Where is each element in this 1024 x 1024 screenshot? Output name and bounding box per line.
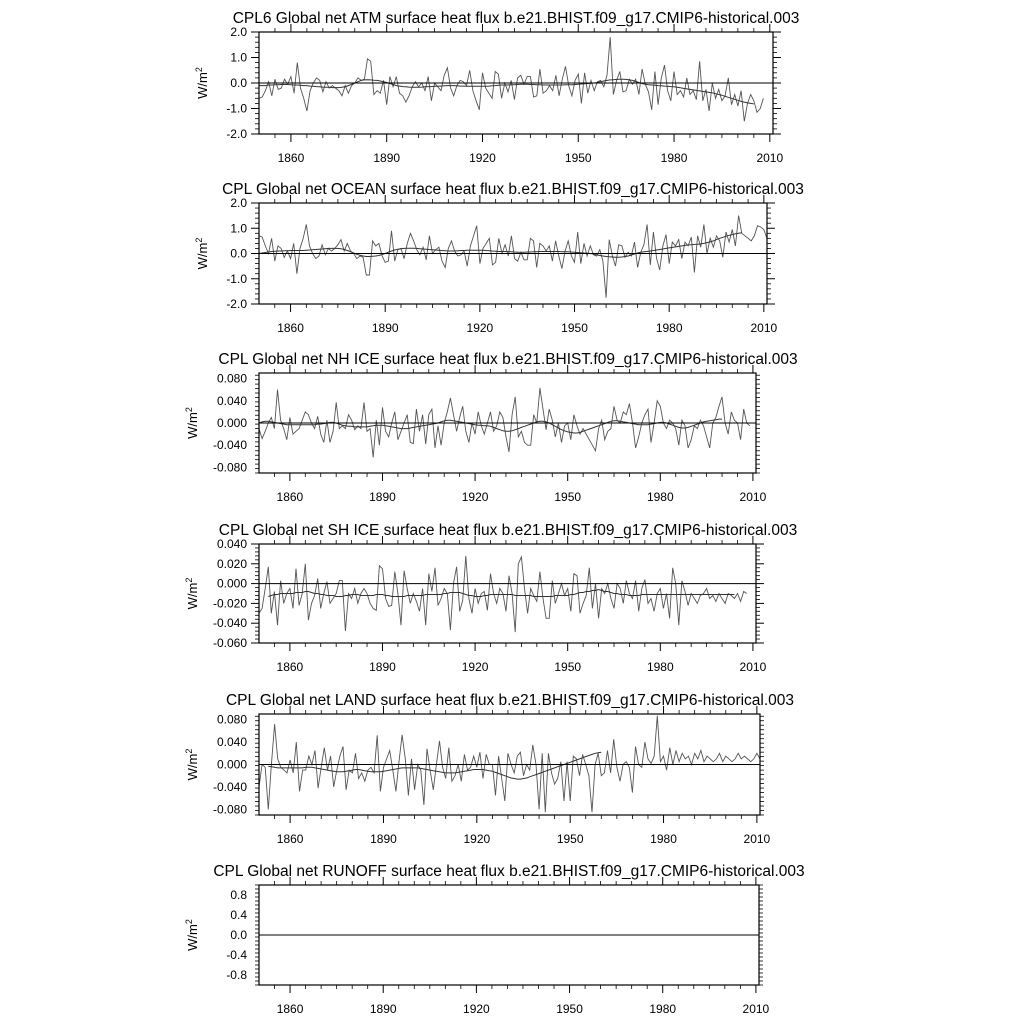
x-tick-label: 1980 [646, 490, 674, 504]
x-tick-label: 2010 [756, 151, 784, 165]
x-tick-label: 1980 [655, 321, 683, 335]
x-tick-label: 1890 [369, 1002, 397, 1016]
y-tick-label: 0.040 [216, 537, 247, 551]
x-tick-label: 1950 [561, 321, 588, 335]
y-tick-label: 0.000 [216, 757, 247, 772]
y-axis-label [184, 749, 200, 781]
x-tick-label: 1980 [660, 151, 688, 165]
x-tick-label: 1980 [649, 1002, 677, 1016]
x-tick-label: 1860 [276, 832, 304, 846]
chart-title: CPL Global net NH ICE surface heat flux b.e21.BHIST.f09_g17.CMIP6-historical.003 [218, 351, 798, 368]
x-tick-label: 1950 [554, 490, 582, 504]
chart-title: CPL Global net LAND surface heat flux b.e21.BHIST.f09_g17.CMIP6-historical.003 [225, 692, 795, 709]
x-tick-label: 1860 [276, 660, 304, 674]
y-tick-label: 0.040 [216, 735, 247, 750]
series-line-annual [259, 37, 763, 121]
y-tick-label: 0.4 [230, 908, 247, 922]
y-axis-label-unit: W/m [195, 72, 210, 99]
panel-5 [184, 692, 794, 846]
x-tick-label: 1950 [564, 151, 592, 165]
x-tick-label: 1920 [461, 490, 489, 504]
y-tick-label: 0.8 [230, 888, 247, 902]
chart-title: CPL Global net OCEAN surface heat flux b.e21.BHIST.f09_g17.CMIP6-historical.003 [222, 181, 804, 198]
x-tick-label: 1920 [466, 321, 494, 335]
x-tick-label: 1860 [277, 321, 304, 335]
y-tick-label: -0.080 [212, 802, 247, 817]
y-axis-label-unit: W/m [185, 753, 200, 781]
y-axis-label-superscript: 2 [194, 237, 204, 243]
x-tick-label: 2010 [739, 490, 767, 504]
x-tick-label: 2010 [743, 832, 771, 846]
y-tick-label: 0.040 [216, 393, 247, 408]
chart-title: CPL Global net RUNOFF surface heat flux b.e21.BHIST.f09_g17.CMIP6-historical.003 [213, 863, 805, 880]
y-tick-label: -0.060 [212, 636, 247, 650]
x-tick-label: 1860 [277, 151, 305, 165]
y-tick-label: 1.0 [230, 50, 247, 65]
y-tick-label: -0.040 [212, 438, 247, 453]
x-tick-label: 1890 [371, 321, 399, 335]
chart-title: CPL6 Global net ATM surface heat flux b.e21.BHIST.f09_g17.CMIP6-historical.003 [232, 10, 800, 27]
y-axis-label [194, 67, 210, 99]
y-axis-label-unit: W/m [185, 582, 200, 610]
y-tick-label: -0.080 [212, 460, 247, 475]
y-tick-label: -0.8 [226, 968, 247, 982]
y-tick-label: 0.0 [230, 246, 247, 261]
x-tick-label: 1920 [463, 832, 491, 846]
series-line-annual [259, 216, 767, 298]
y-tick-label: 1.0 [230, 221, 247, 236]
x-tick-label: 1860 [276, 1002, 304, 1016]
y-tick-label: -0.020 [212, 596, 247, 611]
y-tick-label: 0.080 [216, 371, 247, 386]
y-tick-label: -1.0 [226, 271, 247, 286]
x-tick-label: 1890 [369, 490, 396, 504]
series-line-annual [259, 716, 763, 813]
panel-6 [184, 863, 805, 1016]
y-axis-label-superscript: 2 [184, 407, 194, 413]
y-axis-label-unit: W/m [195, 242, 210, 270]
y-axis-label-superscript: 2 [184, 748, 194, 754]
x-tick-label: 1920 [463, 1002, 490, 1016]
y-axis-label [184, 919, 200, 951]
chart-title: CPL Global net SH ICE surface heat flux b.e21.BHIST.f09_g17.CMIP6-historical.003 [218, 522, 798, 539]
x-tick-label: 2010 [739, 660, 767, 674]
y-tick-label: -0.040 [212, 779, 247, 794]
x-tick-label: 1860 [276, 490, 304, 504]
y-tick-label: -0.4 [226, 948, 247, 962]
y-axis-label-unit: W/m [185, 924, 200, 951]
y-tick-label: -1.0 [226, 101, 247, 116]
y-tick-label: 0.0 [230, 928, 247, 942]
x-tick-label: 1890 [370, 832, 397, 846]
y-axis-label [184, 407, 200, 439]
x-tick-label: 1980 [650, 832, 677, 846]
y-axis-label-superscript: 2 [184, 919, 194, 925]
y-axis-label-superscript: 2 [194, 67, 204, 73]
x-tick-label: 1950 [554, 660, 582, 674]
y-tick-label: -2.0 [226, 127, 247, 141]
y-tick-label: 0.000 [216, 576, 247, 591]
x-tick-label: 1920 [461, 660, 489, 674]
y-axis-label-unit: W/m [185, 412, 200, 439]
x-tick-label: 1980 [646, 660, 674, 674]
panel-2 [194, 181, 804, 335]
x-tick-label: 2010 [742, 1002, 770, 1016]
y-tick-label: 0.080 [216, 712, 247, 727]
y-tick-label: -2.0 [226, 297, 247, 311]
panel-4 [184, 522, 797, 674]
x-tick-label: 1950 [556, 832, 584, 846]
y-axis-label [184, 578, 200, 610]
y-axis-label-superscript: 2 [184, 577, 194, 583]
y-axis-label [194, 238, 210, 270]
y-tick-label: 0.020 [216, 556, 247, 571]
x-tick-label: 1890 [373, 151, 401, 165]
y-tick-label: 0.000 [216, 416, 247, 430]
panel-1 [194, 10, 799, 165]
x-tick-label: 1920 [469, 151, 496, 165]
y-tick-label: 0.0 [230, 76, 247, 90]
panel-3 [184, 351, 798, 504]
x-tick-label: 1950 [556, 1002, 583, 1016]
x-tick-label: 2010 [750, 321, 778, 335]
y-tick-label: 2.0 [230, 25, 247, 39]
y-tick-label: 2.0 [230, 196, 247, 210]
x-tick-label: 1890 [369, 660, 396, 674]
y-tick-label: -0.040 [212, 616, 247, 631]
